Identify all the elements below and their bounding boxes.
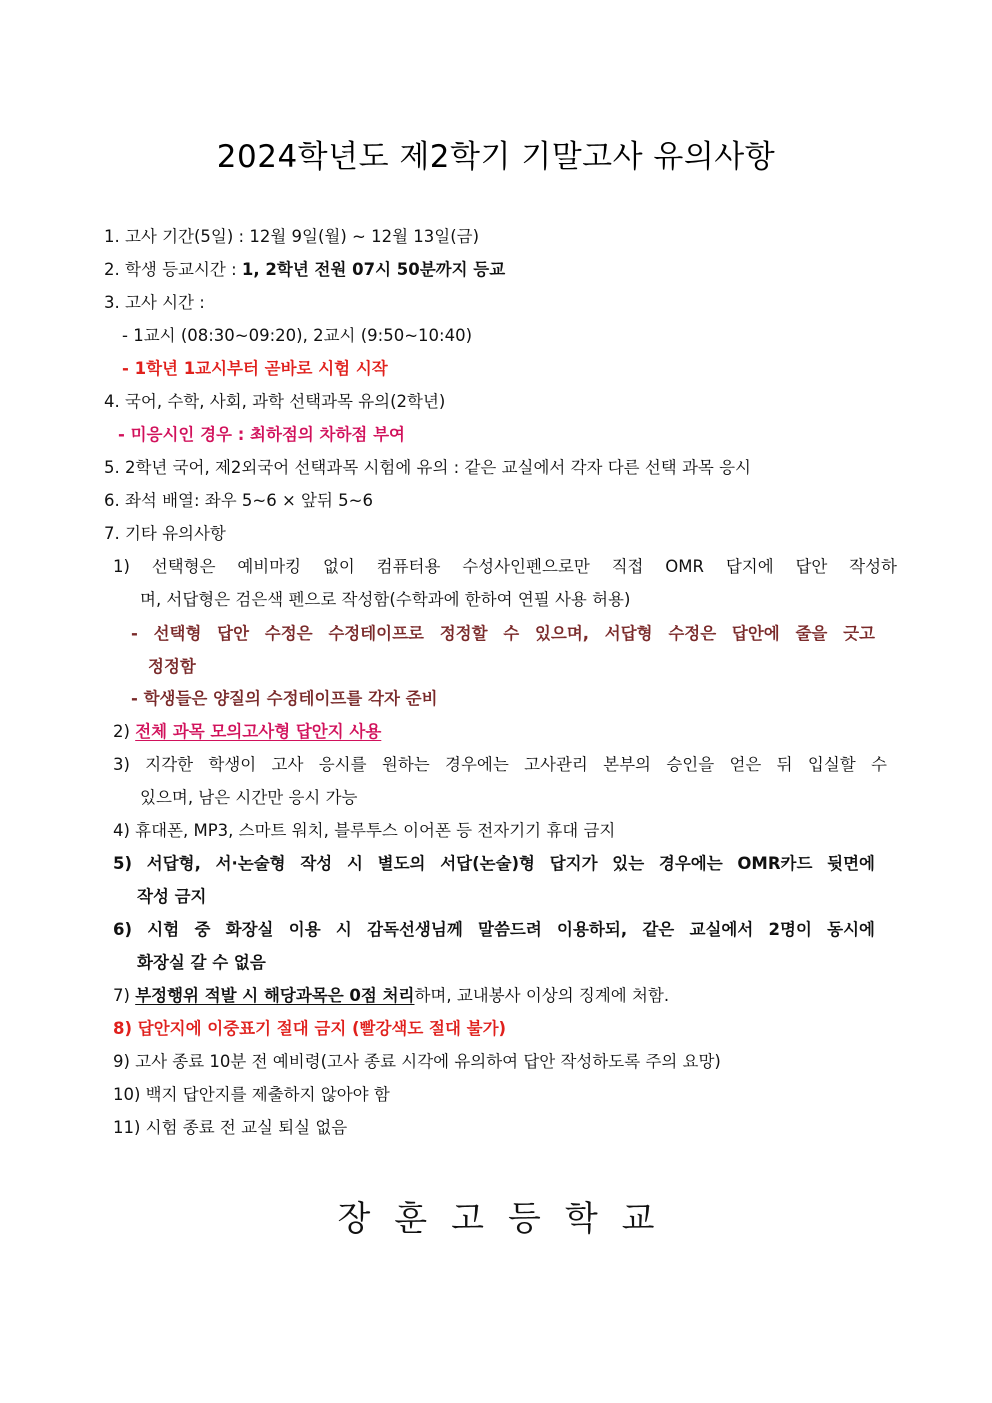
note-11: 11) 시험 종료 전 교실 퇴실 없음	[113, 1118, 348, 1137]
note-1-line-2: 며, 서답형은 검은색 펜으로 작성함(수학과에 한하여 연필 사용 허용)	[140, 590, 631, 609]
item-seat-arrangement: 6. 좌석 배열: 좌우 5~6 × 앞뒤 5~6	[104, 491, 373, 510]
item-arrival-label: 2. 학생 등교시간 :	[104, 260, 242, 279]
note-3-line-2: 있으며, 남은 시간만 응시 가능	[140, 788, 358, 807]
note-4: 4) 휴대폰, MP3, 스마트 워치, 블루투스 이어폰 등 전자기기 휴대 금지	[113, 821, 616, 840]
note-7-number: 7)	[113, 986, 136, 1005]
note-9: 9) 고사 종료 10분 전 예비령(고사 종료 시각에 유의하여 답안 작성하도록 주의 요망)	[113, 1052, 721, 1071]
note-3-line-1: 3) 지각한 학생이 고사 응시를 원하는 경우에는 고사관리 본부의 승인을 얻은 뒤 입실할 수	[113, 755, 887, 774]
note-1-line-1: 1) 선택형은 예비마킹 없이 컴퓨터용 수성사인펜으로만 직접 OMR 답지에 답안 작성하	[113, 557, 897, 576]
school-name: 장훈고등학교	[337, 1199, 679, 1239]
note-1-detail-2: - 학생들은 양질의 수정테이프를 각자 준비	[131, 689, 438, 708]
note-7-rest: 하며, 교내봉사 이상의 징계에 처함.	[414, 986, 670, 1005]
item-other-notes: 7. 기타 유의사항	[104, 524, 226, 543]
item-elective-exam: 5. 2학년 국어, 제2외국어 선택과목 시험에 유의 : 같은 교실에서 각자 다른 선택 과목 응시	[104, 458, 751, 477]
note-1-detail-1-line-1: - 선택형 답안 수정은 수정테이프로 정정할 수 있으며, 서답형 수정은 답안에 줄을 긋고	[131, 624, 875, 643]
item-arrival-value: 1, 2학년 전원 07시 50분까지 등교	[241, 260, 506, 279]
note-1-detail-1-line-2: 정정함	[148, 657, 196, 676]
note-2-text: 전체 과목 모의고사형 답안지 사용	[135, 722, 382, 741]
item-exam-time-periods: - 1교시 (08:30~09:20), 2교시 (9:50~10:40)	[122, 326, 473, 345]
note-6-line-1: 6) 시험 중 화장실 이용 시 감독선생님께 말씀드려 이용하되, 같은 교실에서 2명이 동시에	[113, 920, 875, 939]
note-5-line-1: 5) 서답형, 서·논술형 작성 시 별도의 서답(논술)형 답지가 있는 경우에는 OMR카드 뒷면에	[113, 854, 875, 873]
note-10: 10) 백지 답안지를 제출하지 않아야 함	[113, 1085, 390, 1104]
note-2	[113, 721, 381, 743]
page-title: 2024학년도 제2학기 기말고사 유의사항	[216, 139, 776, 175]
note-8: 8) 답안지에 이중표기 절대 금지 (빨강색도 절대 불가)	[113, 1019, 507, 1038]
note-2-number: 2)	[113, 722, 136, 741]
item-elective-notice: 4. 국어, 수학, 사회, 과학 선택과목 유의(2학년)	[104, 392, 446, 411]
note-7	[113, 985, 669, 1007]
item-exam-time-note: - 1학년 1교시부터 곧바로 시험 시작	[122, 359, 388, 378]
note-7-emphasis: 부정행위 적발 시 해당과목은 0점 처리	[135, 986, 415, 1005]
note-5-line-2: 작성 금지	[137, 887, 207, 906]
note-6-line-2: 화장실 갈 수 없음	[137, 953, 266, 972]
item-arrival-time	[104, 259, 505, 281]
item-exam-period: 1. 고사 기간(5일) : 12월 9일(월) ~ 12월 13일(금)	[104, 227, 480, 246]
item-elective-penalty: - 미응시인 경우 : 최하점의 차하점 부여	[118, 425, 405, 444]
item-exam-time: 3. 고사 시간 :	[104, 293, 205, 312]
